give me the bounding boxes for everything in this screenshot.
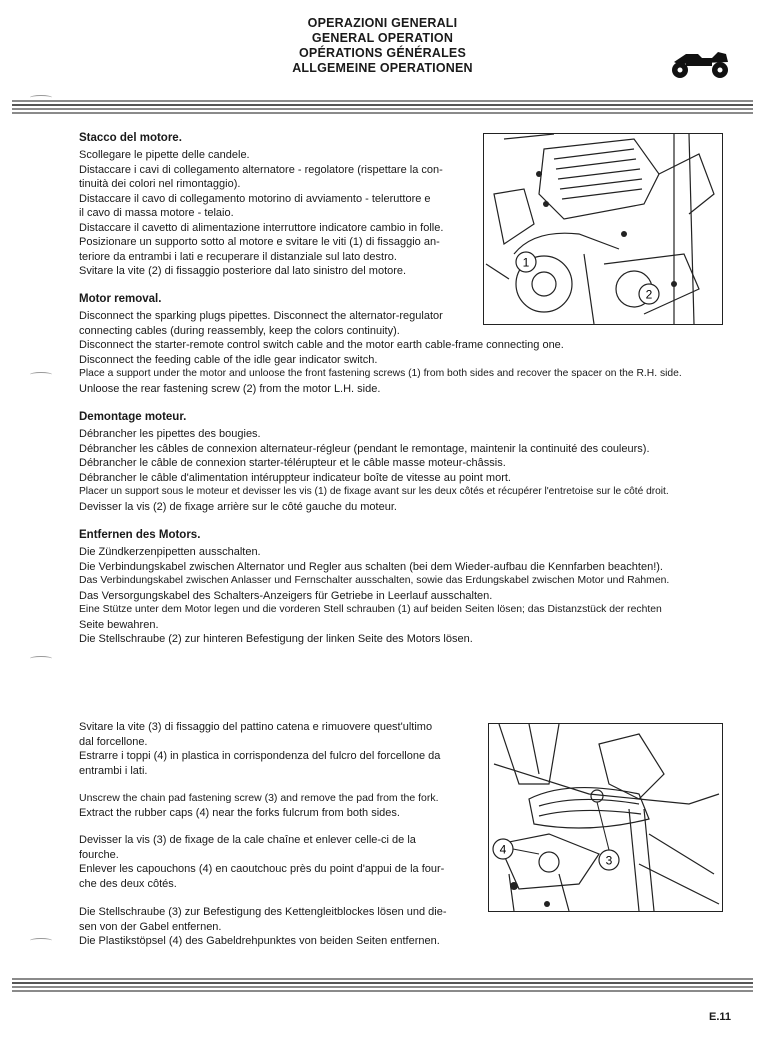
text-line: Devisser la vis (2) de fixage arrière sur le côté gauche du moteur. (79, 500, 397, 513)
margin-mark (30, 938, 52, 943)
text-line: Unloose the rear fastening screw (2) from the motor L.H. side. (79, 382, 381, 395)
callout-label: 4 (499, 842, 507, 857)
text-line: Débrancher le câble d'alimentation intéruppteur indicateur boîte de vitesse au point mort. (79, 471, 511, 484)
text-line: Débrancher les pipettes des bougies. (79, 428, 261, 440)
block2-italian (79, 720, 474, 778)
header-title-en: GENERAL OPERATION (311, 31, 454, 45)
section-title: Demontage moteur. (79, 411, 187, 423)
text-line: Enlever les capouchons (4) en caoutchouc près du point d'appui de la four- (79, 863, 445, 875)
section-french (79, 410, 759, 514)
swingarm-figure (488, 723, 723, 912)
text-line: Devisser la vis (3) de fixage de la cale chaîne et enlever celle-ci de la (79, 834, 416, 846)
text-line: entrambi i lati. (79, 764, 148, 777)
page-header (0, 16, 765, 76)
text-line: Disconnect the sparking plugs pipettes. Disconnect the alternator-regulator (79, 310, 443, 322)
text-line: Placer un support sous le moteur et devisser les vis (1) de fixage avant sur les deux côtés et récupérer l'entretoise sur le côté droit. (79, 486, 669, 497)
text-line: Svitare la vite (2) di fissaggio posteriore dal lato sinistro del motore. (79, 265, 407, 277)
text-line: Das Verbindungskabel zwischen Anlasser und Fernschalter ausschalten, sowie das Erdungskabel zwischen Motor und Rahmen. (79, 575, 670, 586)
text-line: Estrarre i toppi (4) in plastica in corrispondenza del fulcro del forcellone da (79, 750, 441, 762)
block2-english (79, 791, 474, 820)
block2-french (79, 833, 474, 891)
header-title-it: OPERAZIONI GENERALI (307, 16, 458, 30)
margin-mark (30, 656, 52, 661)
text-line: Unscrew the chain pad fastening screw (3) and remove the pad from the fork. (79, 792, 439, 804)
text-line: Die Plastikstöpsel (4) des Gabeldrehpunktes von beiden Seiten entfernen. (79, 935, 440, 947)
text-line: il cavo di massa motore - telaio. (79, 207, 234, 219)
section-title: Stacco del motore. (79, 132, 182, 144)
header-rule (12, 100, 753, 116)
header-title-de: ALLGEMEINE OPERATIONEN (292, 61, 473, 75)
swingarm-drawing (489, 724, 722, 911)
section-title: Entfernen des Motors. (79, 529, 201, 541)
text-line: Die Verbindungskabel zwischen Alternator und Regler aus schalten (bei dem Wieder-aufbau die Kennfarben beachten!). (79, 560, 663, 573)
section-german (79, 528, 759, 647)
text-line: dal forcellone. (79, 735, 148, 748)
text-line: connecting cables (during reassembly, keep the colors continuity). (79, 324, 400, 337)
text-line: Distaccare i cavi di collegamento alternatore - regolatore (rispettare la con- (79, 163, 443, 176)
text-line: Eine Stütze unter dem Motor legen und die vorderen Stell schrauben (1) auf beiden Seiten lösen; das Distanzstück der rechten (79, 604, 662, 615)
text-line: teriore da entrambi i lati e recuperare il distanziale sul lato destro. (79, 250, 397, 263)
section-english (79, 292, 759, 396)
text-line: fourche. (79, 848, 119, 861)
text-line: che des deux côtés. (79, 877, 177, 890)
text-line: tinuità dei colori nel rimontaggio). (79, 178, 241, 190)
text-line: sen von der Gabel entfernen. (79, 920, 222, 933)
motorcycle-icon (668, 46, 732, 80)
text-line: Extract the rubber caps (4) near the forks fulcrum from both sides. (79, 806, 400, 819)
text-line: Die Stellschraube (2) zur hinteren Befestigung der linken Seite des Motors lösen. (79, 633, 473, 645)
callout-label: 1 (522, 255, 530, 270)
section-title: Motor removal. (79, 293, 162, 305)
text-line: Die Stellschraube (3) zur Befestigung des Kettengleitblockes lösen und die- (79, 906, 447, 918)
callout-label: 3 (605, 853, 613, 868)
footer-rule (12, 978, 753, 994)
text-line: Scollegare le pipette delle candele. (79, 149, 250, 161)
text-line: Posizionare un supporto sotto al motore e svitare le viti (1) di fissaggio an- (79, 236, 440, 248)
header-title-fr: OPÉRATIONS GÉNÉRALES (299, 46, 466, 60)
text-line: Die Zündkerzenpipetten ausschalten. (79, 546, 261, 558)
text-line: Débrancher les câbles de connexion alternateur-régleur (pendant le remontage, maintenir la continuité des couleurs). (79, 442, 650, 455)
block2-german (79, 905, 479, 949)
text-line: Seite bewahren. (79, 618, 159, 631)
margin-mark (30, 372, 52, 377)
text-line: Disconnect the starter-remote control switch cable and the motor earth cable-frame connecting one. (79, 339, 564, 351)
margin-mark (30, 95, 52, 100)
callout-label: 2 (645, 287, 653, 302)
text-line: Distaccare il cavetto di alimentazione interruttore indicatore cambio in folle. (79, 221, 444, 234)
section-italian (79, 131, 479, 279)
text-line: Das Versorgungskabel des Schalters-Anzeigers für Getriebe in Leerlauf ausschalten. (79, 589, 493, 602)
text-line: Place a support under the motor and unloose the front fastening screws (1) from both sides and recover the spacer on the R.H. side. (79, 368, 682, 379)
text-line: Débrancher le câble de connexion starter-télérupteur et le câble masse moteur-châssis. (79, 457, 506, 469)
page-number: E.11 (709, 1011, 732, 1023)
text-line: Distaccare il cavo di collegamento motorino di avviamento - teleruttore e (79, 192, 431, 205)
text-line: Svitare la vite (3) di fissaggio del pattino catena e rimuovere quest'ultimo (79, 721, 433, 733)
text-line: Disconnect the feeding cable of the idle gear indicator switch. (79, 353, 378, 366)
